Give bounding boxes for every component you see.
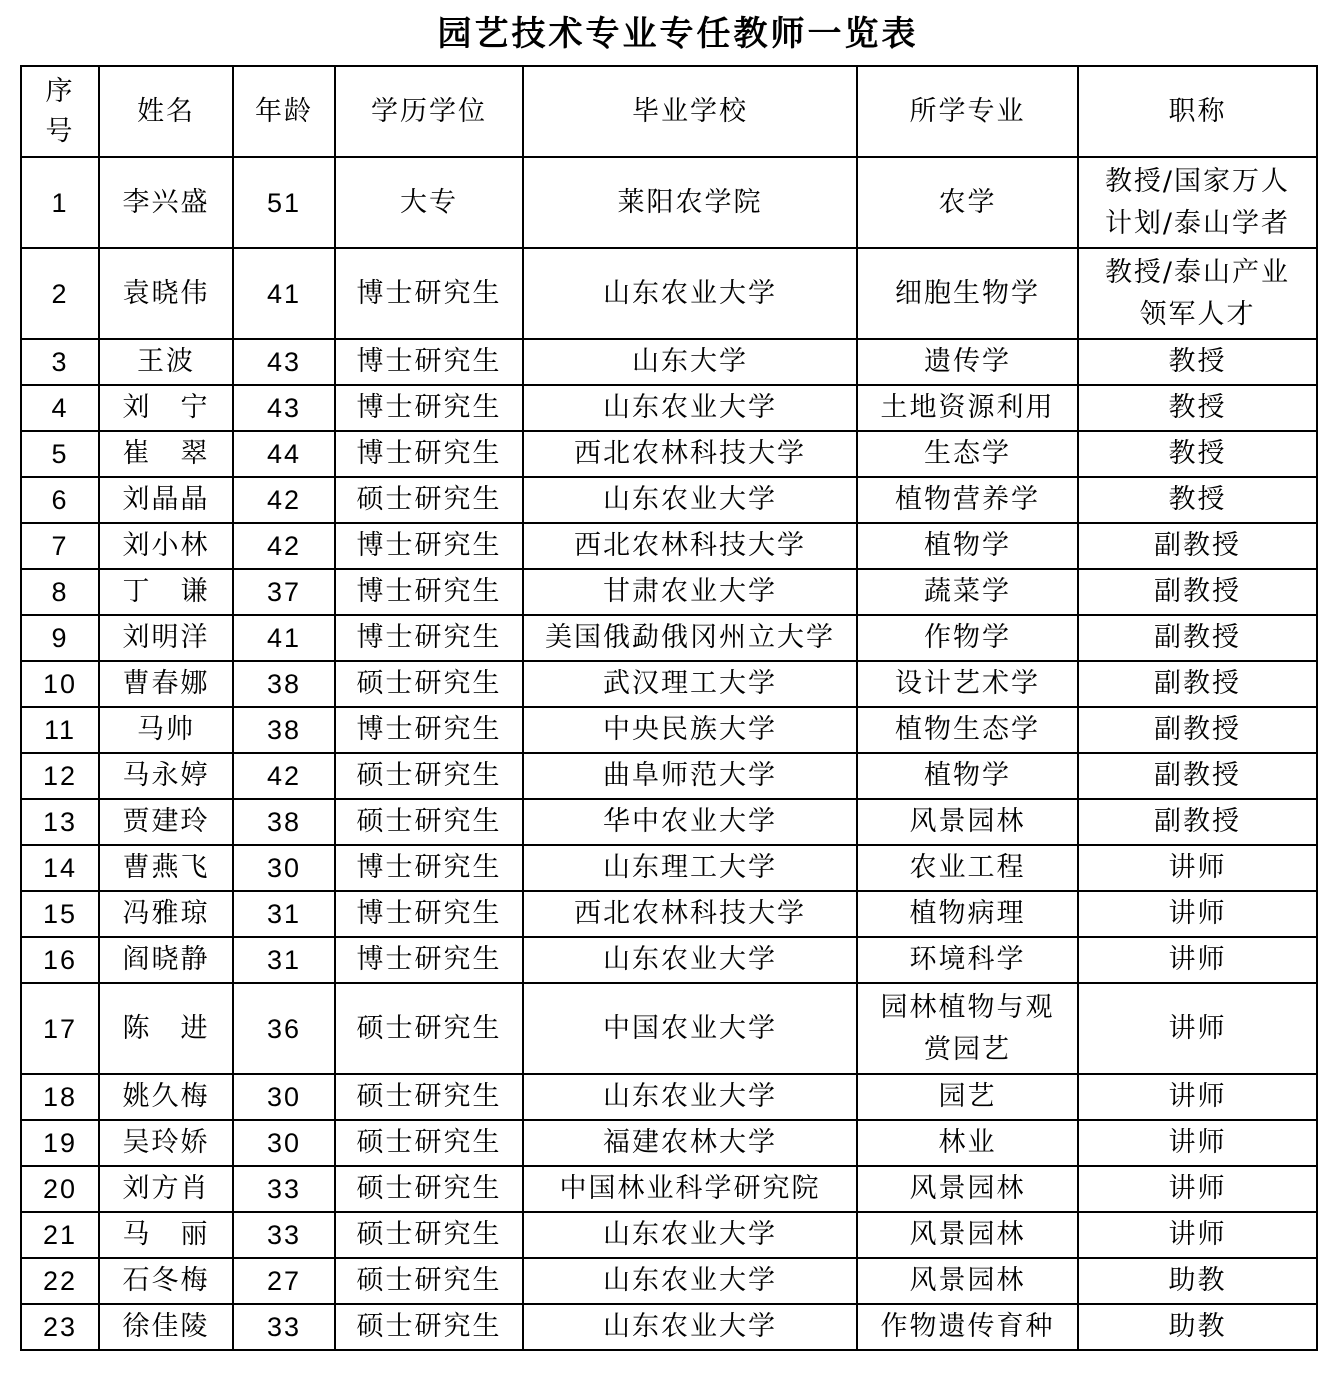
cell-name: 石冬梅 <box>99 1258 233 1304</box>
cell-major: 生态学 <box>857 431 1078 477</box>
cell-age: 41 <box>233 615 335 661</box>
cell-major: 风景园林 <box>857 1212 1078 1258</box>
cell-name: 徐佳陵 <box>99 1304 233 1350</box>
cell-school: 山东农业大学 <box>523 248 857 339</box>
cell-school: 华中农业大学 <box>523 799 857 845</box>
cell-title: 讲师 <box>1078 891 1317 937</box>
table-body <box>21 157 1317 1350</box>
cell-school: 中国农业大学 <box>523 983 857 1074</box>
cell-title: 副教授 <box>1078 523 1317 569</box>
cell-school: 山东农业大学 <box>523 1212 857 1258</box>
cell-name: 贾建玲 <box>99 799 233 845</box>
cell-no: 13 <box>21 799 99 845</box>
table-row <box>21 523 1317 569</box>
cell-name: 曹燕飞 <box>99 845 233 891</box>
table-row <box>21 1074 1317 1120</box>
table-row <box>21 248 1317 339</box>
column-header-no: 序号 <box>21 66 99 157</box>
cell-degree: 博士研究生 <box>335 248 523 339</box>
table-row <box>21 707 1317 753</box>
cell-no: 15 <box>21 891 99 937</box>
cell-title: 副教授 <box>1078 661 1317 707</box>
cell-major: 园林植物与观赏园艺 <box>857 983 1078 1074</box>
cell-title: 讲师 <box>1078 1212 1317 1258</box>
cell-degree: 硕士研究生 <box>335 477 523 523</box>
cell-school: 莱阳农学院 <box>523 157 857 248</box>
table-row <box>21 385 1317 431</box>
cell-name: 刘方肖 <box>99 1166 233 1212</box>
cell-school: 山东农业大学 <box>523 1258 857 1304</box>
table-row <box>21 845 1317 891</box>
cell-no: 5 <box>21 431 99 477</box>
cell-age: 44 <box>233 431 335 477</box>
cell-degree: 博士研究生 <box>335 937 523 983</box>
column-header-name: 姓名 <box>99 66 233 157</box>
cell-age: 38 <box>233 661 335 707</box>
cell-no: 3 <box>21 339 99 385</box>
cell-no: 7 <box>21 523 99 569</box>
cell-age: 33 <box>233 1212 335 1258</box>
cell-school: 西北农林科技大学 <box>523 523 857 569</box>
cell-name: 袁晓伟 <box>99 248 233 339</box>
table-row <box>21 753 1317 799</box>
cell-degree: 硕士研究生 <box>335 661 523 707</box>
cell-title: 讲师 <box>1078 845 1317 891</box>
cell-school: 福建农林大学 <box>523 1120 857 1166</box>
cell-degree: 博士研究生 <box>335 431 523 477</box>
cell-degree: 博士研究生 <box>335 385 523 431</box>
cell-degree: 硕士研究生 <box>335 1212 523 1258</box>
cell-no: 10 <box>21 661 99 707</box>
cell-major: 环境科学 <box>857 937 1078 983</box>
cell-age: 42 <box>233 477 335 523</box>
cell-age: 31 <box>233 937 335 983</box>
table-row <box>21 339 1317 385</box>
cell-age: 41 <box>233 248 335 339</box>
cell-name: 王波 <box>99 339 233 385</box>
table-row <box>21 615 1317 661</box>
cell-age: 31 <box>233 891 335 937</box>
cell-title: 副教授 <box>1078 799 1317 845</box>
cell-degree: 博士研究生 <box>335 339 523 385</box>
cell-major: 风景园林 <box>857 1166 1078 1212</box>
cell-degree: 硕士研究生 <box>335 983 523 1074</box>
cell-major: 农业工程 <box>857 845 1078 891</box>
cell-age: 51 <box>233 157 335 248</box>
column-header-degree: 学历学位 <box>335 66 523 157</box>
cell-school: 西北农林科技大学 <box>523 891 857 937</box>
cell-degree: 博士研究生 <box>335 523 523 569</box>
cell-major: 遗传学 <box>857 339 1078 385</box>
cell-title: 副教授 <box>1078 569 1317 615</box>
cell-degree: 硕士研究生 <box>335 1074 523 1120</box>
cell-school: 山东农业大学 <box>523 477 857 523</box>
cell-age: 30 <box>233 1120 335 1166</box>
cell-title: 教授/国家万人计划/泰山学者 <box>1078 157 1317 248</box>
cell-no: 4 <box>21 385 99 431</box>
cell-age: 30 <box>233 1074 335 1120</box>
cell-school: 武汉理工大学 <box>523 661 857 707</box>
cell-major: 农学 <box>857 157 1078 248</box>
cell-major: 风景园林 <box>857 799 1078 845</box>
table-row <box>21 937 1317 983</box>
cell-no: 12 <box>21 753 99 799</box>
cell-no: 11 <box>21 707 99 753</box>
cell-degree: 硕士研究生 <box>335 753 523 799</box>
cell-name: 曹春娜 <box>99 661 233 707</box>
cell-school: 曲阜师范大学 <box>523 753 857 799</box>
cell-name: 吴玲娇 <box>99 1120 233 1166</box>
cell-title: 教授 <box>1078 385 1317 431</box>
cell-school: 山东理工大学 <box>523 845 857 891</box>
cell-major: 作物学 <box>857 615 1078 661</box>
cell-major: 细胞生物学 <box>857 248 1078 339</box>
cell-name: 崔 翠 <box>99 431 233 477</box>
column-header-age: 年龄 <box>233 66 335 157</box>
cell-name: 姚久梅 <box>99 1074 233 1120</box>
cell-age: 30 <box>233 845 335 891</box>
column-header-major: 所学专业 <box>857 66 1078 157</box>
cell-degree: 博士研究生 <box>335 707 523 753</box>
cell-degree: 硕士研究生 <box>335 1258 523 1304</box>
cell-no: 18 <box>21 1074 99 1120</box>
cell-no: 9 <box>21 615 99 661</box>
cell-school: 中央民族大学 <box>523 707 857 753</box>
cell-no: 2 <box>21 248 99 339</box>
cell-major: 林业 <box>857 1120 1078 1166</box>
cell-major: 植物病理 <box>857 891 1078 937</box>
cell-title: 讲师 <box>1078 937 1317 983</box>
cell-name: 刘小林 <box>99 523 233 569</box>
cell-name: 马帅 <box>99 707 233 753</box>
cell-major: 蔬菜学 <box>857 569 1078 615</box>
cell-degree: 博士研究生 <box>335 615 523 661</box>
cell-age: 38 <box>233 707 335 753</box>
cell-school: 山东农业大学 <box>523 1304 857 1350</box>
cell-major: 植物学 <box>857 753 1078 799</box>
cell-age: 43 <box>233 339 335 385</box>
cell-no: 23 <box>21 1304 99 1350</box>
cell-major: 植物生态学 <box>857 707 1078 753</box>
cell-major: 植物学 <box>857 523 1078 569</box>
table-row <box>21 477 1317 523</box>
table-row <box>21 1304 1317 1350</box>
cell-degree: 博士研究生 <box>335 845 523 891</box>
cell-school: 山东农业大学 <box>523 1074 857 1120</box>
cell-name: 陈 进 <box>99 983 233 1074</box>
cell-name: 刘 宁 <box>99 385 233 431</box>
cell-no: 6 <box>21 477 99 523</box>
cell-title: 讲师 <box>1078 1120 1317 1166</box>
cell-degree: 博士研究生 <box>335 891 523 937</box>
cell-name: 刘晶晶 <box>99 477 233 523</box>
cell-age: 33 <box>233 1304 335 1350</box>
table-row <box>21 799 1317 845</box>
cell-no: 22 <box>21 1258 99 1304</box>
cell-school: 西北农林科技大学 <box>523 431 857 477</box>
table-row <box>21 1166 1317 1212</box>
column-header-school: 毕业学校 <box>523 66 857 157</box>
cell-school: 美国俄勐俄冈州立大学 <box>523 615 857 661</box>
teacher-table <box>20 65 1318 1351</box>
table-row <box>21 661 1317 707</box>
table-row <box>21 983 1317 1074</box>
cell-title: 讲师 <box>1078 983 1317 1074</box>
cell-age: 36 <box>233 983 335 1074</box>
cell-age: 42 <box>233 523 335 569</box>
cell-school: 甘肃农业大学 <box>523 569 857 615</box>
cell-age: 37 <box>233 569 335 615</box>
table-row <box>21 569 1317 615</box>
cell-title: 教授 <box>1078 339 1317 385</box>
cell-major: 作物遗传育种 <box>857 1304 1078 1350</box>
cell-title: 讲师 <box>1078 1074 1317 1120</box>
table-row <box>21 157 1317 248</box>
cell-degree: 博士研究生 <box>335 569 523 615</box>
cell-name: 冯雅琼 <box>99 891 233 937</box>
cell-title: 讲师 <box>1078 1166 1317 1212</box>
cell-age: 38 <box>233 799 335 845</box>
cell-title: 教授 <box>1078 477 1317 523</box>
cell-degree: 硕士研究生 <box>335 1304 523 1350</box>
cell-school: 山东农业大学 <box>523 385 857 431</box>
cell-degree: 硕士研究生 <box>335 1120 523 1166</box>
table-header-row <box>21 66 1317 157</box>
cell-age: 43 <box>233 385 335 431</box>
table-row <box>21 1212 1317 1258</box>
cell-name: 阎晓静 <box>99 937 233 983</box>
cell-no: 14 <box>21 845 99 891</box>
cell-degree: 大专 <box>335 157 523 248</box>
cell-no: 21 <box>21 1212 99 1258</box>
cell-major: 设计艺术学 <box>857 661 1078 707</box>
cell-title: 副教授 <box>1078 615 1317 661</box>
cell-major: 植物营养学 <box>857 477 1078 523</box>
cell-no: 16 <box>21 937 99 983</box>
cell-major: 土地资源利用 <box>857 385 1078 431</box>
cell-school: 山东农业大学 <box>523 937 857 983</box>
cell-name: 马永婷 <box>99 753 233 799</box>
cell-school: 山东大学 <box>523 339 857 385</box>
column-header-title: 职称 <box>1078 66 1317 157</box>
cell-no: 17 <box>21 983 99 1074</box>
cell-title: 教授/泰山产业领军人才 <box>1078 248 1317 339</box>
table-row <box>21 1120 1317 1166</box>
cell-name: 李兴盛 <box>99 157 233 248</box>
cell-no: 8 <box>21 569 99 615</box>
cell-major: 风景园林 <box>857 1258 1078 1304</box>
table-row <box>21 1258 1317 1304</box>
cell-no: 20 <box>21 1166 99 1212</box>
cell-age: 27 <box>233 1258 335 1304</box>
cell-title: 教授 <box>1078 431 1317 477</box>
cell-school: 中国林业科学研究院 <box>523 1166 857 1212</box>
cell-major: 园艺 <box>857 1074 1078 1120</box>
cell-title: 助教 <box>1078 1304 1317 1350</box>
cell-title: 助教 <box>1078 1258 1317 1304</box>
cell-degree: 硕士研究生 <box>335 1166 523 1212</box>
page-title: 园艺技术专业专任教师一览表 <box>437 14 919 54</box>
cell-name: 马 丽 <box>99 1212 233 1258</box>
cell-title: 副教授 <box>1078 707 1317 753</box>
cell-title: 副教授 <box>1078 753 1317 799</box>
cell-degree: 硕士研究生 <box>335 799 523 845</box>
cell-no: 1 <box>21 157 99 248</box>
cell-age: 33 <box>233 1166 335 1212</box>
cell-name: 丁 谦 <box>99 569 233 615</box>
cell-name: 刘明洋 <box>99 615 233 661</box>
cell-age: 42 <box>233 753 335 799</box>
table-row <box>21 431 1317 477</box>
cell-no: 19 <box>21 1120 99 1166</box>
table-row <box>21 891 1317 937</box>
